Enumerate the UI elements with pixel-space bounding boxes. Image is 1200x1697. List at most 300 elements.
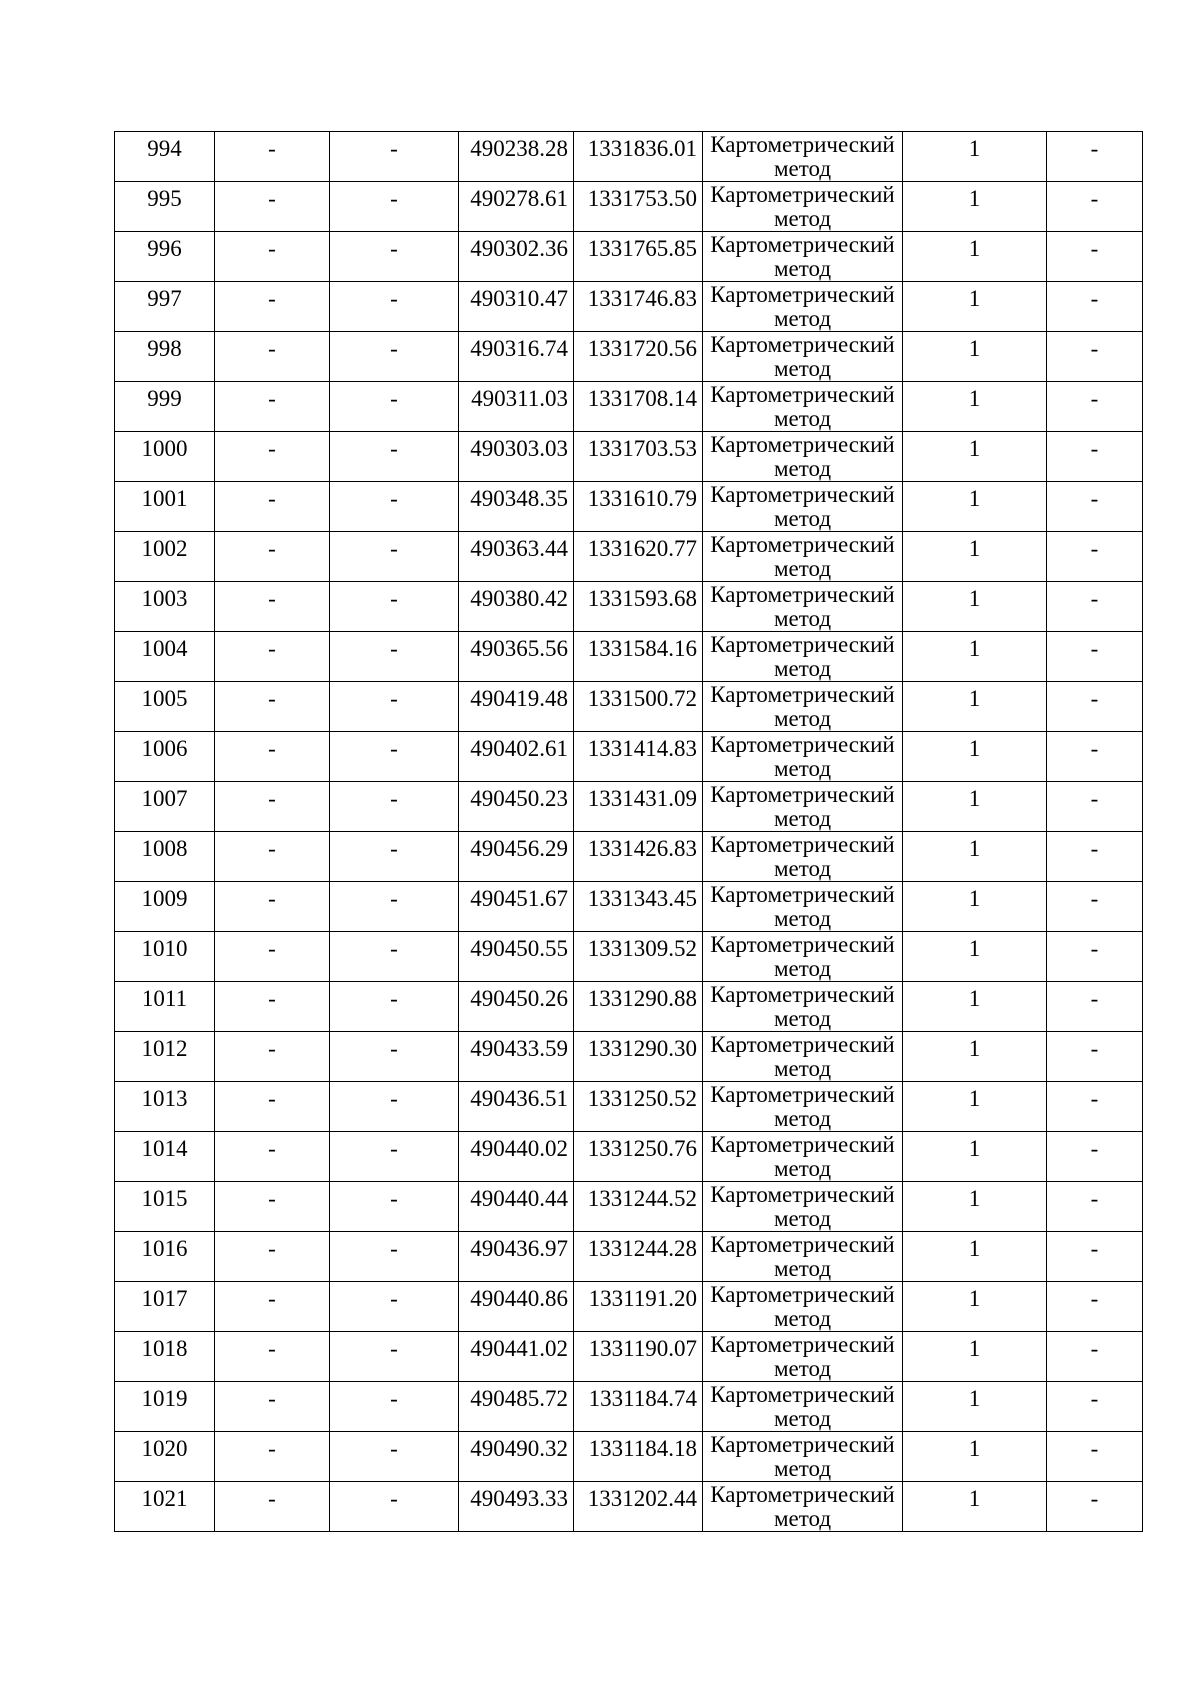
empty-dash-cell-text: - [268, 1386, 276, 1411]
point-number-cell [115, 832, 215, 882]
point-number-cell [115, 1382, 215, 1432]
empty-dash-cell-text: - [268, 136, 276, 161]
point-number-cell [115, 1432, 215, 1482]
method-cell [703, 1182, 903, 1232]
empty-dash-cell [215, 1082, 330, 1132]
point-number-cell [115, 182, 215, 232]
point-number-cell [115, 632, 215, 682]
y-coordinate-cell [574, 1132, 703, 1182]
note-cell [1047, 382, 1143, 432]
method-cell [703, 782, 903, 832]
note-cell-text: - [1090, 486, 1099, 511]
accuracy-cell [903, 632, 1047, 682]
empty-dash-cell-text: - [390, 836, 398, 861]
empty-dash-cell-text: - [390, 536, 398, 561]
y-coordinate-cell-text: 1331250.52 [587, 1086, 697, 1111]
y-coordinate-cell [574, 1032, 703, 1082]
note-cell [1047, 1232, 1143, 1282]
method-cell [703, 832, 903, 882]
empty-dash-cell-text: - [390, 136, 398, 161]
empty-dash-cell-text: - [268, 936, 276, 961]
note-cell [1047, 1132, 1143, 1182]
x-coordinate-cell [459, 1432, 574, 1482]
method-cell [703, 1432, 903, 1482]
accuracy-cell-text: 1 [968, 1436, 981, 1461]
point-number-cell [115, 882, 215, 932]
note-cell-text: - [1090, 1136, 1099, 1161]
note-cell [1047, 532, 1143, 582]
note-cell-text: - [1090, 536, 1099, 561]
point-number-cell [115, 1332, 215, 1382]
y-coordinate-cell [574, 632, 703, 682]
table-row [115, 1432, 1143, 1482]
note-cell-text: - [1090, 1486, 1099, 1511]
accuracy-cell-text: 1 [968, 336, 981, 361]
note-cell [1047, 182, 1143, 232]
point-number-cell [115, 532, 215, 582]
x-coordinate-cell [459, 432, 574, 482]
y-coordinate-cell [574, 1182, 703, 1232]
empty-dash-cell-text: - [268, 1286, 276, 1311]
table-row [115, 1282, 1143, 1332]
x-coordinate-cell-text: 490440.44 [470, 1186, 568, 1211]
empty-dash-cell-text: - [390, 1436, 398, 1461]
accuracy-cell [903, 332, 1047, 382]
empty-dash-cell [215, 932, 330, 982]
empty-dash-cell [215, 632, 330, 682]
y-coordinate-cell-text: 1331610.79 [587, 486, 697, 511]
method-cell-text: Картометрический метод [710, 682, 895, 731]
x-coordinate-cell-text: 490348.35 [470, 486, 568, 511]
accuracy-cell [903, 732, 1047, 782]
x-coordinate-cell [459, 932, 574, 982]
point-number-cell-text: 1013 [141, 1086, 188, 1111]
empty-dash-cell-text: - [390, 1086, 398, 1111]
method-cell-text: Картометрический метод [710, 732, 895, 781]
accuracy-cell [903, 282, 1047, 332]
accuracy-cell-text: 1 [968, 786, 981, 811]
y-coordinate-cell [574, 332, 703, 382]
table-row [115, 432, 1143, 482]
empty-dash-cell-text: - [390, 1236, 398, 1261]
empty-dash-cell-text: - [268, 1136, 276, 1161]
accuracy-cell-text: 1 [968, 1336, 981, 1361]
point-number-cell-text: 1003 [141, 586, 188, 611]
accuracy-cell [903, 682, 1047, 732]
note-cell [1047, 1382, 1143, 1432]
empty-dash-cell-text: - [268, 386, 276, 411]
y-coordinate-cell-text: 1331202.44 [587, 1486, 697, 1511]
point-number-cell-text: 994 [147, 136, 182, 161]
accuracy-cell-text: 1 [968, 886, 981, 911]
y-coordinate-cell-text: 1331343.45 [587, 886, 697, 911]
method-cell [703, 1332, 903, 1382]
note-cell [1047, 1482, 1143, 1532]
y-coordinate-cell-text: 1331190.07 [588, 1336, 697, 1361]
point-number-cell [115, 982, 215, 1032]
empty-dash-cell [330, 182, 459, 232]
note-cell-text: - [1090, 686, 1099, 711]
empty-dash-cell [330, 1032, 459, 1082]
empty-dash-cell [215, 1282, 330, 1332]
note-cell-text: - [1090, 636, 1099, 661]
note-cell-text: - [1090, 286, 1099, 311]
method-cell [703, 532, 903, 582]
empty-dash-cell [330, 582, 459, 632]
note-cell [1047, 1332, 1143, 1382]
note-cell-text: - [1090, 1086, 1099, 1111]
table-body [115, 132, 1143, 1532]
empty-dash-cell-text: - [268, 736, 276, 761]
y-coordinate-cell-text: 1331290.30 [587, 1036, 697, 1061]
table-row [115, 532, 1143, 582]
accuracy-cell-text: 1 [968, 136, 981, 161]
empty-dash-cell-text: - [268, 1486, 276, 1511]
empty-dash-cell-text: - [268, 886, 276, 911]
x-coordinate-cell [459, 1182, 574, 1232]
point-number-cell [115, 1482, 215, 1532]
empty-dash-cell [215, 132, 330, 182]
empty-dash-cell-text: - [268, 636, 276, 661]
x-coordinate-cell-text: 490316.74 [470, 336, 568, 361]
accuracy-cell-text: 1 [968, 1286, 981, 1311]
accuracy-cell [903, 532, 1047, 582]
method-cell [703, 132, 903, 182]
point-number-cell-text: 997 [147, 286, 182, 311]
empty-dash-cell-text: - [390, 936, 398, 961]
method-cell-text: Картометрический метод [710, 1482, 895, 1531]
point-number-cell [115, 1082, 215, 1132]
table-row [115, 1082, 1143, 1132]
empty-dash-cell-text: - [390, 1336, 398, 1361]
x-coordinate-cell [459, 282, 574, 332]
note-cell [1047, 1182, 1143, 1232]
table-row [115, 582, 1143, 632]
table-row [115, 782, 1143, 832]
empty-dash-cell [215, 582, 330, 632]
x-coordinate-cell-text: 490402.61 [470, 736, 568, 761]
empty-dash-cell-text: - [390, 786, 398, 811]
x-coordinate-cell-text: 490490.32 [470, 1436, 568, 1461]
point-number-cell-text: 996 [147, 236, 182, 261]
point-number-cell-text: 1007 [141, 786, 188, 811]
note-cell [1047, 932, 1143, 982]
point-number-cell-text: 1005 [141, 686, 188, 711]
note-cell-text: - [1090, 886, 1099, 911]
empty-dash-cell [330, 1432, 459, 1482]
method-cell [703, 232, 903, 282]
method-cell-text: Картометрический метод [710, 1132, 895, 1181]
accuracy-cell [903, 1232, 1047, 1282]
y-coordinate-cell [574, 1332, 703, 1382]
accuracy-cell [903, 882, 1047, 932]
table-row [115, 332, 1143, 382]
empty-dash-cell [330, 982, 459, 1032]
x-coordinate-cell-text: 490436.51 [470, 1086, 568, 1111]
table-row [115, 482, 1143, 532]
y-coordinate-cell-text: 1331746.83 [587, 286, 697, 311]
y-coordinate-cell [574, 982, 703, 1032]
x-coordinate-cell-text: 490450.55 [470, 936, 568, 961]
x-coordinate-cell [459, 532, 574, 582]
point-number-cell-text: 999 [147, 386, 182, 411]
method-cell [703, 332, 903, 382]
accuracy-cell [903, 1432, 1047, 1482]
empty-dash-cell [330, 382, 459, 432]
method-cell-text: Картометрический метод [710, 832, 895, 881]
accuracy-cell-text: 1 [968, 1236, 981, 1261]
table-row [115, 382, 1143, 432]
accuracy-cell-text: 1 [968, 1036, 981, 1061]
table-row [115, 932, 1143, 982]
table-row [115, 682, 1143, 732]
note-cell-text: - [1090, 186, 1099, 211]
empty-dash-cell [330, 532, 459, 582]
method-cell-text: Картометрический метод [710, 782, 895, 831]
empty-dash-cell-text: - [390, 1136, 398, 1161]
empty-dash-cell [215, 1232, 330, 1282]
y-coordinate-cell-text: 1331765.85 [587, 236, 697, 261]
x-coordinate-cell-text: 490436.97 [470, 1236, 568, 1261]
empty-dash-cell-text: - [390, 886, 398, 911]
note-cell-text: - [1090, 1436, 1099, 1461]
method-cell-text: Картометрический метод [710, 532, 895, 581]
accuracy-cell [903, 482, 1047, 532]
accuracy-cell [903, 832, 1047, 882]
table-row [115, 832, 1143, 882]
empty-dash-cell [330, 1182, 459, 1232]
x-coordinate-cell [459, 632, 574, 682]
method-cell-text: Картометрический метод [710, 132, 895, 181]
table-row [115, 232, 1143, 282]
x-coordinate-cell [459, 1482, 574, 1532]
accuracy-cell [903, 1282, 1047, 1332]
point-number-cell-text: 1017 [141, 1286, 188, 1311]
empty-dash-cell-text: - [390, 186, 398, 211]
empty-dash-cell-text: - [268, 1036, 276, 1061]
x-coordinate-cell [459, 1282, 574, 1332]
empty-dash-cell-text: - [390, 1286, 398, 1311]
empty-dash-cell-text: - [390, 586, 398, 611]
method-cell [703, 182, 903, 232]
empty-dash-cell-text: - [268, 436, 276, 461]
empty-dash-cell-text: - [268, 336, 276, 361]
note-cell-text: - [1090, 736, 1099, 761]
empty-dash-cell [215, 182, 330, 232]
accuracy-cell [903, 232, 1047, 282]
empty-dash-cell-text: - [390, 686, 398, 711]
note-cell [1047, 232, 1143, 282]
method-cell [703, 482, 903, 532]
accuracy-cell-text: 1 [968, 1386, 981, 1411]
x-coordinate-cell [459, 232, 574, 282]
method-cell [703, 982, 903, 1032]
point-number-cell-text: 1020 [141, 1436, 188, 1461]
accuracy-cell-text: 1 [968, 1136, 981, 1161]
point-number-cell [115, 382, 215, 432]
empty-dash-cell-text: - [390, 336, 398, 361]
note-cell-text: - [1090, 1336, 1099, 1361]
note-cell-text: - [1090, 1386, 1099, 1411]
accuracy-cell [903, 432, 1047, 482]
x-coordinate-cell-text: 490456.29 [470, 836, 568, 861]
table-row [115, 632, 1143, 682]
empty-dash-cell [330, 632, 459, 682]
y-coordinate-cell [574, 1382, 703, 1432]
empty-dash-cell-text: - [390, 736, 398, 761]
point-number-cell-text: 1021 [141, 1486, 188, 1511]
empty-dash-cell [330, 932, 459, 982]
accuracy-cell [903, 582, 1047, 632]
accuracy-cell [903, 1332, 1047, 1382]
y-coordinate-cell [574, 932, 703, 982]
y-coordinate-cell [574, 1482, 703, 1532]
point-number-cell-text: 1010 [141, 936, 188, 961]
method-cell [703, 1132, 903, 1182]
accuracy-cell [903, 382, 1047, 432]
accuracy-cell-text: 1 [968, 1186, 981, 1211]
y-coordinate-cell-text: 1331184.18 [588, 1436, 697, 1461]
accuracy-cell-text: 1 [968, 236, 981, 261]
y-coordinate-cell [574, 732, 703, 782]
accuracy-cell-text: 1 [968, 436, 981, 461]
empty-dash-cell [330, 1332, 459, 1382]
empty-dash-cell [215, 882, 330, 932]
note-cell [1047, 482, 1143, 532]
accuracy-cell [903, 982, 1047, 1032]
accuracy-cell [903, 1132, 1047, 1182]
empty-dash-cell [215, 382, 330, 432]
empty-dash-cell [330, 332, 459, 382]
x-coordinate-cell-text: 490365.56 [470, 636, 568, 661]
y-coordinate-cell [574, 782, 703, 832]
method-cell-text: Картометрический метод [710, 1282, 895, 1331]
empty-dash-cell-text: - [390, 1486, 398, 1511]
y-coordinate-cell [574, 1082, 703, 1132]
method-cell [703, 882, 903, 932]
empty-dash-cell-text: - [268, 836, 276, 861]
empty-dash-cell-text: - [268, 236, 276, 261]
x-coordinate-cell [459, 732, 574, 782]
empty-dash-cell [330, 1082, 459, 1132]
note-cell-text: - [1090, 436, 1099, 461]
method-cell-text: Картометрический метод [710, 432, 895, 481]
empty-dash-cell [215, 782, 330, 832]
empty-dash-cell-text: - [390, 436, 398, 461]
method-cell [703, 382, 903, 432]
y-coordinate-cell-text: 1331414.83 [587, 736, 697, 761]
y-coordinate-cell-text: 1331708.14 [587, 386, 697, 411]
x-coordinate-cell [459, 1032, 574, 1082]
x-coordinate-cell-text: 490441.02 [470, 1336, 568, 1361]
empty-dash-cell-text: - [390, 636, 398, 661]
empty-dash-cell [330, 1232, 459, 1282]
empty-dash-cell-text: - [390, 1186, 398, 1211]
x-coordinate-cell-text: 490493.33 [470, 1486, 568, 1511]
empty-dash-cell [215, 232, 330, 282]
point-number-cell [115, 432, 215, 482]
accuracy-cell [903, 1182, 1047, 1232]
empty-dash-cell [215, 1332, 330, 1382]
empty-dash-cell [215, 1382, 330, 1432]
empty-dash-cell [215, 532, 330, 582]
method-cell [703, 1082, 903, 1132]
empty-dash-cell [330, 482, 459, 532]
accuracy-cell [903, 1082, 1047, 1132]
method-cell [703, 1382, 903, 1432]
y-coordinate-cell-text: 1331720.56 [587, 336, 697, 361]
point-number-cell-text: 1000 [141, 436, 188, 461]
method-cell-text: Картометрический метод [710, 182, 895, 231]
accuracy-cell-text: 1 [968, 186, 981, 211]
accuracy-cell [903, 1482, 1047, 1532]
method-cell-text: Картометрический метод [710, 1332, 895, 1381]
accuracy-cell [903, 1032, 1047, 1082]
accuracy-cell [903, 132, 1047, 182]
point-number-cell-text: 1006 [141, 736, 188, 761]
note-cell-text: - [1090, 836, 1099, 861]
empty-dash-cell [215, 1032, 330, 1082]
note-cell-text: - [1090, 1036, 1099, 1061]
method-cell-text: Картометрический метод [710, 332, 895, 381]
note-cell [1047, 1282, 1143, 1332]
method-cell [703, 432, 903, 482]
method-cell [703, 1282, 903, 1332]
point-number-cell-text: 1015 [141, 1186, 188, 1211]
method-cell-text: Картометрический метод [710, 232, 895, 281]
empty-dash-cell [330, 832, 459, 882]
empty-dash-cell [215, 1432, 330, 1482]
point-number-cell-text: 1011 [141, 986, 188, 1011]
table-row [115, 132, 1143, 182]
note-cell-text: - [1090, 386, 1099, 411]
x-coordinate-cell [459, 1382, 574, 1432]
y-coordinate-cell [574, 1432, 703, 1482]
x-coordinate-cell-text: 490303.03 [470, 436, 568, 461]
accuracy-cell [903, 782, 1047, 832]
empty-dash-cell [330, 1282, 459, 1332]
note-cell-text: - [1090, 1286, 1099, 1311]
method-cell-text: Картометрический метод [710, 882, 895, 931]
note-cell [1047, 282, 1143, 332]
y-coordinate-cell [574, 232, 703, 282]
empty-dash-cell [215, 832, 330, 882]
method-cell [703, 732, 903, 782]
x-coordinate-cell [459, 832, 574, 882]
empty-dash-cell-text: - [390, 1036, 398, 1061]
empty-dash-cell-text: - [390, 236, 398, 261]
empty-dash-cell-text: - [268, 1186, 276, 1211]
empty-dash-cell [330, 882, 459, 932]
empty-dash-cell [215, 332, 330, 382]
note-cell-text: - [1090, 336, 1099, 361]
method-cell-text: Картометрический метод [710, 1432, 895, 1481]
note-cell [1047, 832, 1143, 882]
note-cell [1047, 632, 1143, 682]
point-number-cell-text: 1016 [141, 1236, 188, 1261]
empty-dash-cell [330, 782, 459, 832]
x-coordinate-cell [459, 482, 574, 532]
table-row [115, 182, 1143, 232]
y-coordinate-cell [574, 882, 703, 932]
empty-dash-cell [330, 282, 459, 332]
point-number-cell [115, 482, 215, 532]
y-coordinate-cell [574, 432, 703, 482]
y-coordinate-cell-text: 1331250.76 [587, 1136, 697, 1161]
y-coordinate-cell-text: 1331431.09 [587, 786, 697, 811]
y-coordinate-cell-text: 1331244.52 [587, 1186, 697, 1211]
method-cell [703, 582, 903, 632]
